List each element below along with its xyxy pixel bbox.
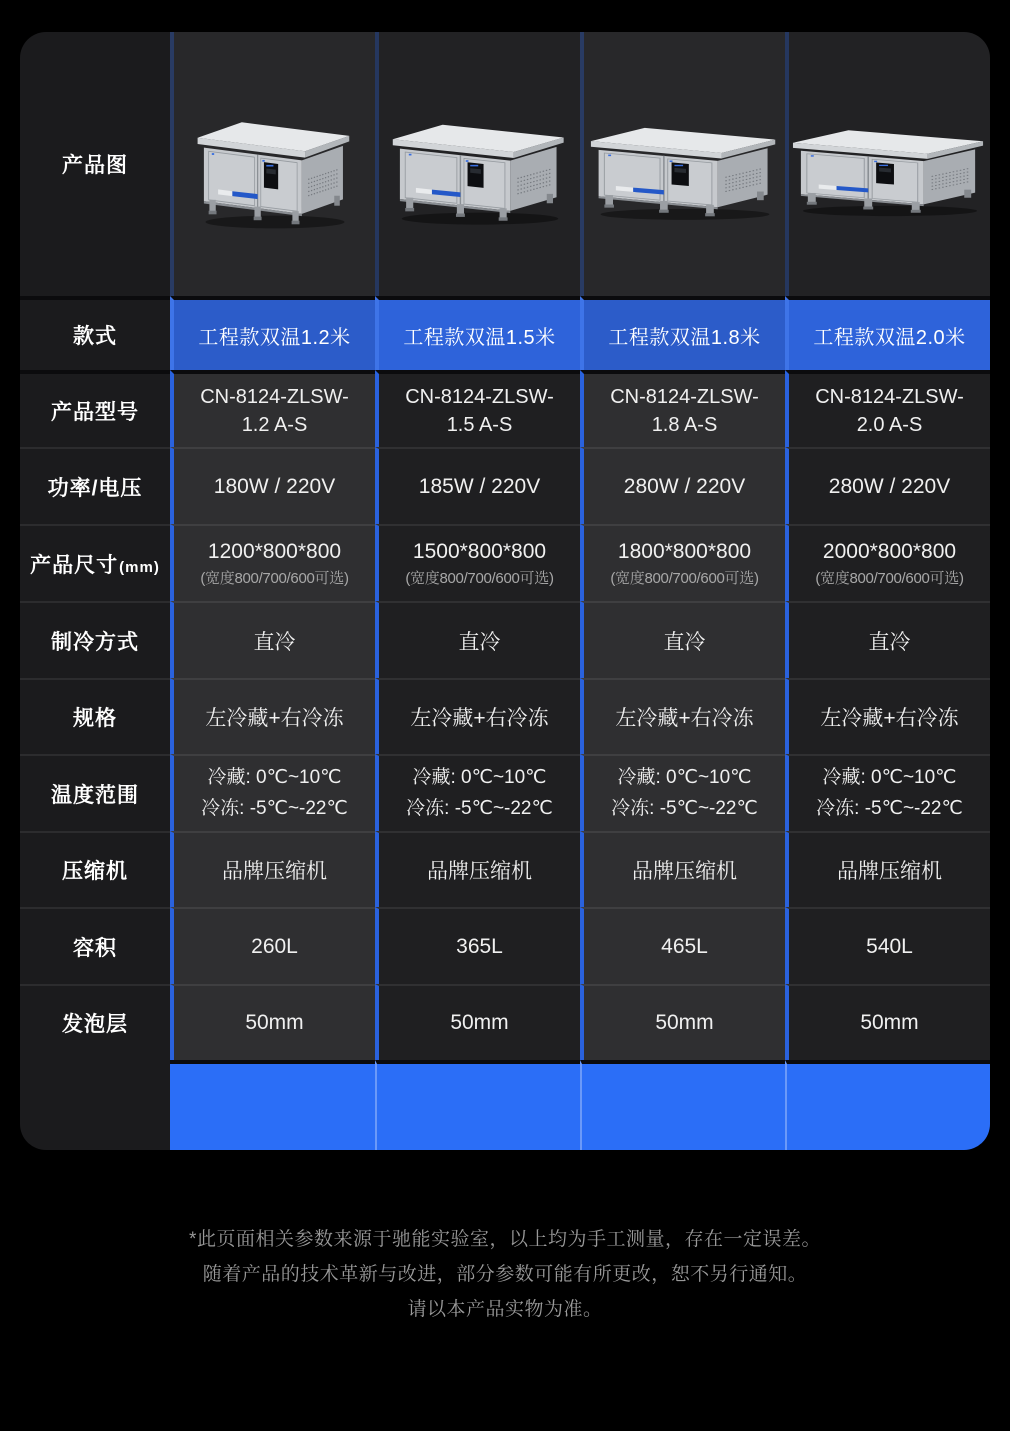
- foam-col3: 50mm: [580, 984, 785, 1060]
- power-col1: 180W / 220V: [170, 447, 375, 524]
- size-col3: 1800*800*800 (宽度800/700/600可选): [580, 524, 785, 601]
- row-label-spec: 规格: [20, 678, 170, 754]
- temp-col2: 冷藏: 0℃~10℃ 冷冻: -5℃~-22℃: [375, 754, 580, 831]
- volume-col2: 365L: [375, 907, 580, 984]
- row-label-model: 产品型号: [20, 370, 170, 447]
- size-col1: 1200*800*800 (宽度800/700/600可选): [170, 524, 375, 601]
- cooling-col2: 直冷: [375, 601, 580, 678]
- spec-col3: 左冷藏+右冷冻: [580, 678, 785, 754]
- foam-col1: 50mm: [170, 984, 375, 1060]
- footer-band-col3: [580, 1060, 785, 1150]
- model-col3: CN-8124-ZLSW-1.8 A-S: [580, 370, 785, 447]
- product-image-col3: [580, 32, 785, 296]
- fridge-illustration-1.5m: [391, 100, 569, 228]
- disclaimer-line-1: *此页面相关参数来源于驰能实验室，以上均为手工测量，存在一定误差。: [189, 1229, 821, 1250]
- volume-col1: 260L: [170, 907, 375, 984]
- temp-col3: 冷藏: 0℃~10℃ 冷冻: -5℃~-22℃: [580, 754, 785, 831]
- cooling-col4: 直冷: [785, 601, 990, 678]
- product-image-col1: [170, 32, 375, 296]
- compressor-col4: 品牌压缩机: [785, 831, 990, 907]
- cooling-col1: 直冷: [170, 601, 375, 678]
- disclaimer-line-3: 请以本产品实物为准。: [407, 1299, 603, 1320]
- fridge-illustration-1.8m: [589, 105, 781, 223]
- compressor-col3: 品牌压缩机: [580, 831, 785, 907]
- compressor-col1: 品牌压缩机: [170, 831, 375, 907]
- footer-band-col2: [375, 1060, 580, 1150]
- style-col1: 工程款双温1.2米: [170, 296, 375, 370]
- disclaimer-text: [0, 1222, 1010, 1327]
- fridge-illustration-1.2m: [196, 96, 354, 232]
- row-label-power: 功率/电压: [20, 447, 170, 524]
- footer-band-col4: [785, 1060, 990, 1150]
- size-col4: 2000*800*800 (宽度800/700/600可选): [785, 524, 990, 601]
- volume-col4: 540L: [785, 907, 990, 984]
- style-col4: 工程款双温2.0米: [785, 296, 990, 370]
- footer-label-spacer: [20, 1060, 170, 1150]
- size-col2: 1500*800*800 (宽度800/700/600可选): [375, 524, 580, 601]
- temp-col4: 冷藏: 0℃~10℃ 冷冻: -5℃~-22℃: [785, 754, 990, 831]
- foam-col2: 50mm: [375, 984, 580, 1060]
- style-col2: 工程款双温1.5米: [375, 296, 580, 370]
- style-col3: 工程款双温1.8米: [580, 296, 785, 370]
- row-label-volume: 容积: [20, 907, 170, 984]
- model-col4: CN-8124-ZLSW-2.0 A-S: [785, 370, 990, 447]
- row-label-size: 产品尺寸 (mm): [20, 524, 170, 601]
- spec-col2: 左冷藏+右冷冻: [375, 678, 580, 754]
- product-image-col4: [785, 32, 990, 296]
- cooling-col3: 直冷: [580, 601, 785, 678]
- spec-col1: 左冷藏+右冷冻: [170, 678, 375, 754]
- spec-comparison-table: [20, 32, 990, 1150]
- power-col4: 280W / 220V: [785, 447, 990, 524]
- disclaimer-line-2: 随着产品的技术革新与改进，部分参数可能有所更改，恕不另行通知。: [202, 1264, 808, 1285]
- row-label-cooling: 制冷方式: [20, 601, 170, 678]
- footer-band-col1: [170, 1060, 375, 1150]
- power-col2: 185W / 220V: [375, 447, 580, 524]
- model-col1: CN-8124-ZLSW-1.2 A-S: [170, 370, 375, 447]
- row-label-style: 款式: [20, 296, 170, 370]
- row-label-product-image: 产品图: [20, 32, 170, 296]
- compressor-col2: 品牌压缩机: [375, 831, 580, 907]
- foam-col4: 50mm: [785, 984, 990, 1060]
- row-label-compressor: 压缩机: [20, 831, 170, 907]
- row-label-temp: 温度范围: [20, 754, 170, 831]
- power-col3: 280W / 220V: [580, 447, 785, 524]
- volume-col3: 465L: [580, 907, 785, 984]
- model-col2: CN-8124-ZLSW-1.5 A-S: [375, 370, 580, 447]
- row-label-foam: 发泡层: [20, 984, 170, 1060]
- spec-col4: 左冷藏+右冷冻: [785, 678, 990, 754]
- temp-col1: 冷藏: 0℃~10℃ 冷冻: -5℃~-22℃: [170, 754, 375, 831]
- product-image-col2: [375, 32, 580, 296]
- fridge-illustration-2.0m: [791, 109, 989, 219]
